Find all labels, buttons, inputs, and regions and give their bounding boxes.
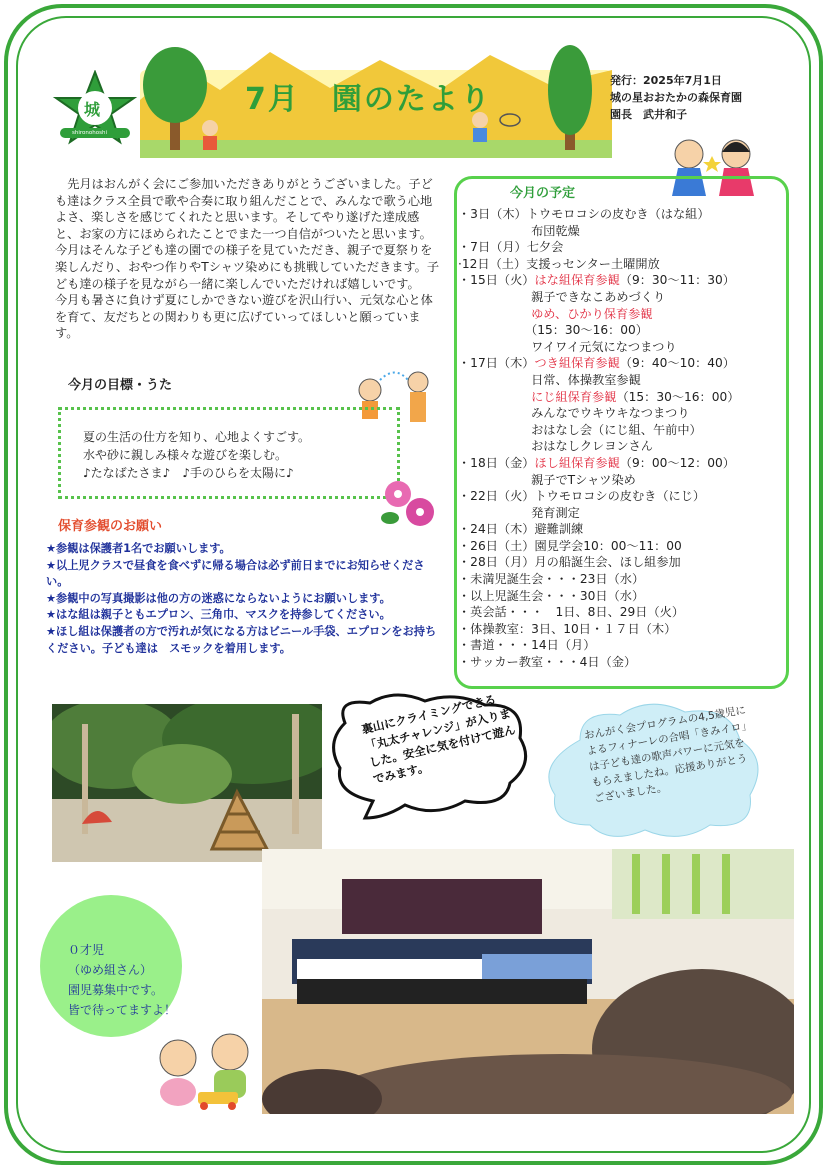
schedule-line: おはなしクレヨンさん	[458, 439, 653, 454]
recruit-line: （ゆめ組さん）	[68, 963, 153, 977]
schedule-line: （15：30～16：00）	[458, 323, 648, 338]
schedule-line: 親子でTシャツ染め	[458, 472, 636, 487]
schedule-line: ・3日（木）トウモロコシの皮むき（はな組）	[458, 207, 710, 221]
schedule-line: ・英会話・・・ 1日、8日、29日（火）	[458, 605, 685, 620]
schedule-date: ・17日（木）	[458, 356, 535, 371]
concert-photo	[262, 849, 794, 1114]
intro-paragraph-2: 今月も暑さに負けず夏にしかできない遊びを沢山行い、元気な心と体を育て、友だちとの関わりも更に広げていってほしいと願っています。	[55, 293, 433, 341]
schedule-date: ・15日（火）	[458, 273, 535, 288]
schedule-date: ・18日（金）	[458, 455, 535, 470]
publisher-info	[610, 72, 742, 123]
schedule-time: （9：40～10：40）	[619, 356, 735, 371]
notice-list	[46, 541, 446, 657]
schedule-line	[458, 455, 788, 472]
schedule-time: （9：00～12：00）	[619, 455, 735, 470]
schedule-line: ・24日（木）避難訓練	[458, 522, 584, 537]
emblem-sub: shironohoshi	[72, 130, 107, 136]
goal-box	[58, 407, 400, 499]
schedule-line: 親子できなこあめづくり	[458, 289, 666, 304]
schedule-line: ・26日（土）園見学会10：00～11：00	[458, 538, 682, 553]
notice-title: 保育参観のお願い	[58, 519, 163, 534]
schedule-line	[458, 355, 788, 372]
intro-paragraph-1: 先月はおんがく会にご参加いただきありがとうございました。子ども達はクラス全員で歌や合奏に取り組んだことで、みんなで歌う心地よさ、楽しさを感じてくれたと思います。そしてやり遂げた達成感と、お家の方にほめられたことでまた一つ自信がついたと思います。今月はそんな子ども達の園での様子を見ていただき、親子で夏祭りを楽しんだり、おやつ作りやTシャツ染めにも挑戦していただきます。子ども達の様子を見ながら一緒に楽しんでいただければ嬉しいです。	[55, 177, 440, 291]
schedule-line: ・体操教室：3日、10日・１７日（木）	[458, 621, 677, 636]
page-title: 7月 園のたより	[245, 82, 492, 117]
publisher-org: 城の星おおたかの森保育園	[610, 91, 742, 104]
climbing-caption: 裏山にクライミングできる「丸太チャレンジ」が入りました。安全に気を付けて遊んでみます。	[360, 692, 517, 787]
schedule-line: 布団乾燥	[458, 223, 580, 238]
schedule-line: 発育測定	[458, 505, 580, 520]
recruit-line: 皆で待ってますよ！	[68, 1003, 177, 1017]
schedule-line	[458, 389, 788, 406]
recruit-line: ０才児	[68, 943, 105, 957]
schedule-line: みんなでウキウキなつまつり	[458, 406, 690, 421]
emblem-text: 城	[84, 100, 101, 119]
schedule-highlight: にじ組保育参観	[531, 389, 617, 404]
babies-illustration-icon	[148, 1030, 260, 1110]
morning-glory-icon	[378, 478, 440, 530]
schedule-line: おはなし会（にじ組、午前中）	[458, 422, 702, 437]
recruit-text	[68, 940, 176, 1020]
schedule-title: 今月の予定	[510, 186, 576, 201]
schedule-line: ・未満児誕生会・・・23日（水）	[458, 572, 645, 587]
director-name: 園長 武井和子	[610, 108, 687, 121]
goal-line: 水や砂に親しみ様々な遊びを楽しむ。	[83, 448, 288, 462]
schedule-time: （9：30～11：30）	[619, 273, 735, 288]
schedule-line: ・22日（火）トウモロコシの皮むき（にじ）	[458, 489, 706, 504]
schedule-line: 日常、体操教室参観	[458, 372, 641, 387]
schedule-time: （15：30～16：00）	[616, 389, 740, 404]
schedule-date	[458, 390, 531, 404]
concert-caption: おんがく会プログラムの4,5歳児によるフィナーレの合唱「きみイロ」は子ども達の歌声パワーに元気をもらえましたね。応援ありがとうございました。	[583, 704, 749, 806]
notice-item: ★はな組は親子ともエプロン、三角巾、マスクを持参してください。	[46, 608, 391, 622]
schedule-line: ゆめ、ひかり保育参観	[458, 306, 653, 321]
schedule-line: ・7日（月）七夕会	[458, 240, 564, 255]
schedule-list	[458, 206, 788, 671]
notice-item: ★参観は保護者1名でお願いします。	[46, 542, 231, 555]
goal-line: ♪たなばたさま♪ ♪手のひらを太陽に♪	[83, 466, 294, 480]
recruit-line: 園児募集中です。	[68, 983, 164, 997]
schedule-highlight: はな組保育参観	[534, 273, 620, 288]
schedule-line: ・28日（月）月の船誕生会、ほし組参加	[458, 555, 681, 570]
schedule-line	[458, 272, 788, 289]
schedule-line: ・サッカー教室・・・4日（金）	[458, 655, 637, 670]
goal-title: 今月の目標・うた	[68, 378, 173, 393]
schedule-line: ·12日（土）支援っセンター土曜開放	[458, 256, 660, 271]
schedule-highlight: つき組保育参観	[534, 356, 620, 371]
intro-text	[55, 176, 440, 342]
climbing-frame-photo	[52, 704, 322, 862]
publish-date: 発行：2025年7月1日	[610, 74, 722, 87]
notice-item: ★参観中の写真撮影は他の方の迷惑にならないようにお願いします。	[46, 591, 391, 605]
schedule-highlight: ほし組保育参観	[534, 455, 620, 470]
notice-item: ★ほし組は保護者の方で汚れが気になる方はビニール手袋、エプロンをお持ちください。子ども達は スモックを着用します。	[46, 624, 437, 655]
goal-line: 夏の生活の仕方を知り、心地よくすごす。	[83, 430, 311, 444]
schedule-line: ワイワイ元気になつまつり	[458, 339, 677, 354]
schedule-line: ・以上児誕生会・・・30日（水）	[458, 588, 645, 603]
schedule-line: ・書道・・・14日（月）	[458, 638, 596, 653]
notice-item: ★以上児クラスで昼食を食べずに帰る場合は必ず前日までにお知らせください。	[46, 558, 425, 589]
